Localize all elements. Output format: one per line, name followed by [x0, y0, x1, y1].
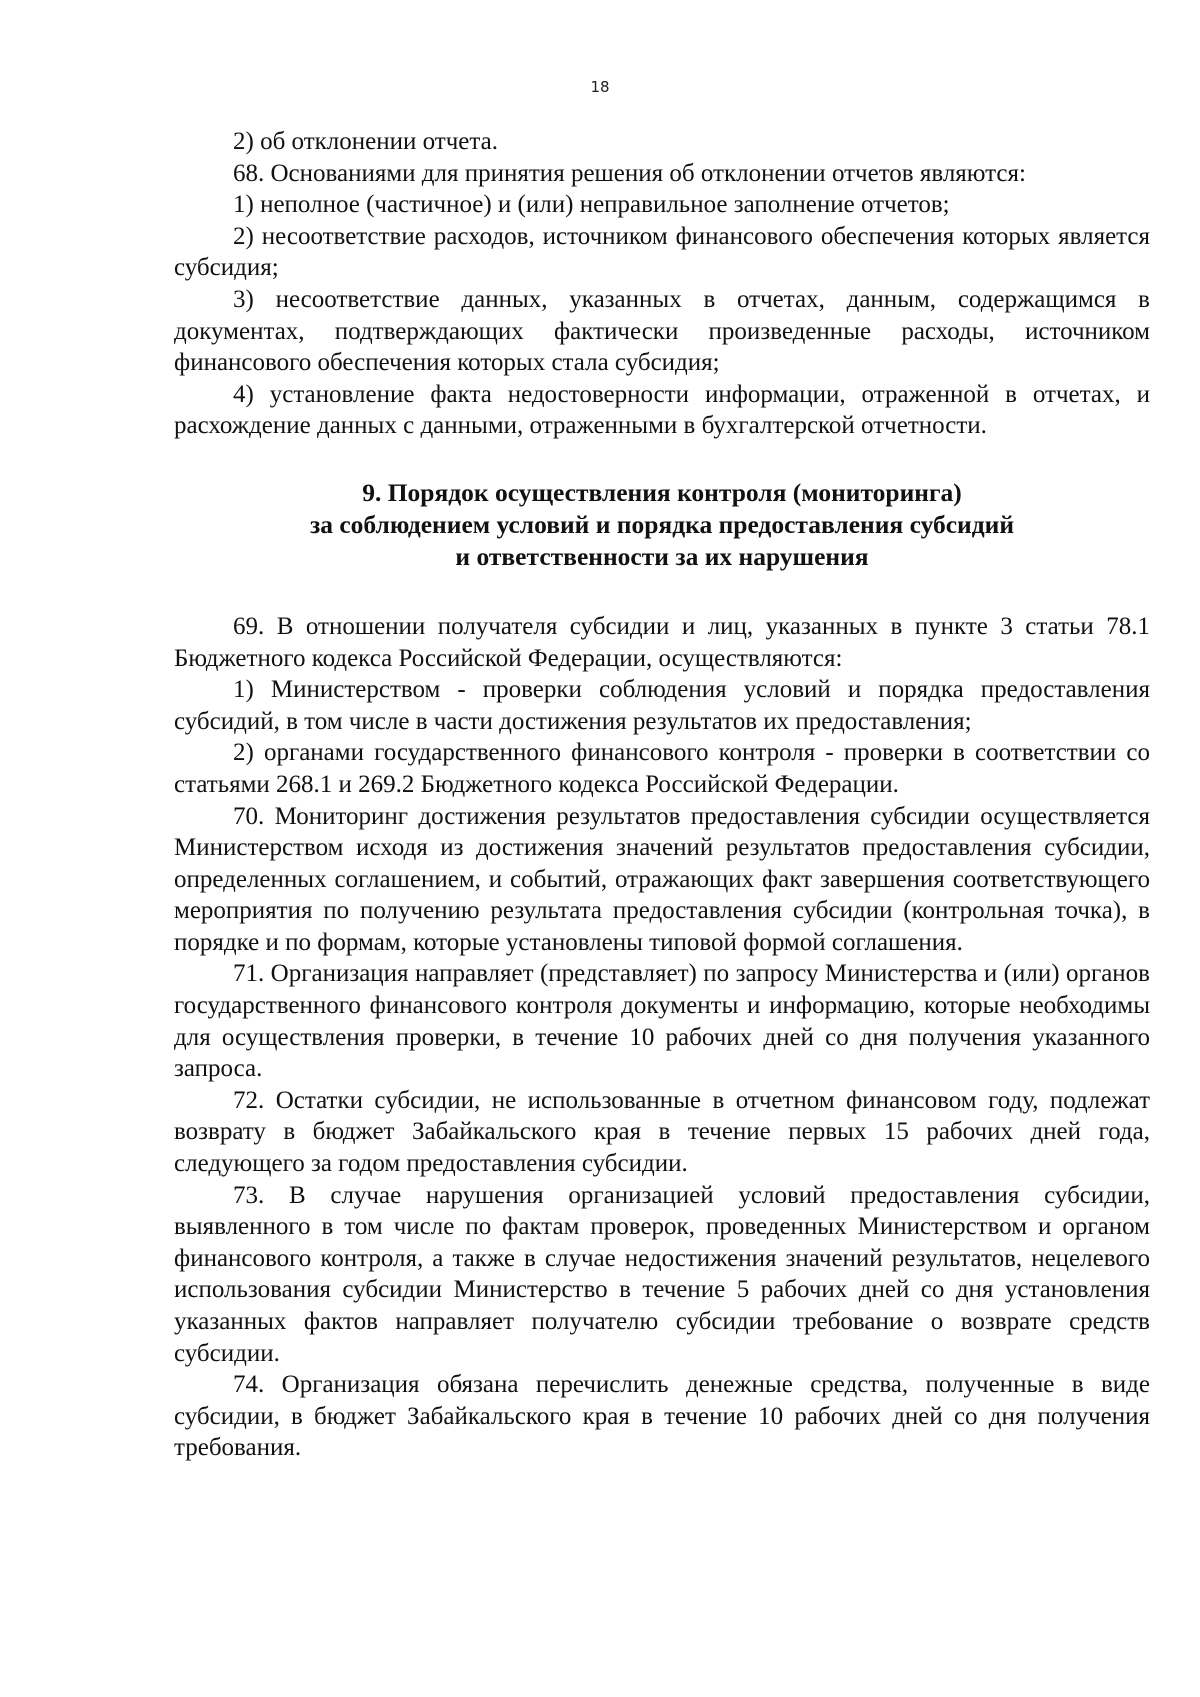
paragraph: 2) несоответствие расходов, источником финансового обеспечения которых является субсидия;	[174, 222, 1150, 282]
paragraph: 70. Мониторинг достижения результатов предоставления субсидии осуществляется Министерством исходя из достижения значений результатов предоставления субсидии, определенных соглашением, и событий, отражающих факт завершения соответствующего мероприятия по получению результата предоставления субсидии (контрольная точка), в порядке и по формам, которые установлены типовой формой соглашения.	[174, 802, 1150, 956]
section-heading	[174, 477, 1150, 573]
paragraph: 1) Министерством - проверки соблюдения условий и порядка предоставления субсидий, в том числе в части достижения результатов их предоставления;	[174, 676, 1150, 735]
paragraph: 73. В случае нарушения организацией условий предоставления субсидии, выявленного в том числе по фактам проверок, проведенных Министерством и органом финансового контроля, а также в случае недостижения значений результатов, нецелевого использования субсидии Министерство в течение 5 рабочих дней со дня установления указанных фактов направляет получателю субсидии требование о возврате средств субсидии.	[174, 1181, 1150, 1367]
paragraph: 1) неполное (частичное) и (или) неправильное заполнение отчетов;	[233, 191, 950, 219]
paragraph: 72. Остатки субсидии, не использованные в отчетном финансовом году, подлежат возврату в бюджет Забайкальского края в течение первых 15 рабочих дней года, следующего за годом предоставления субсидии.	[174, 1086, 1150, 1178]
paragraph: 68. Основаниями для принятия решения об отклонении отчетов являются:	[233, 159, 1026, 187]
document-body	[174, 126, 1150, 1464]
paragraph: 3) несоответствие данных, указанных в отчетах, данным, содержащимся в документах, подтверждающих фактически произведенные расходы, источником финансового обеспечения которых стала субсидия;	[174, 285, 1150, 377]
section-heading-line: 9. Порядок осуществления контроля (мониторинга)	[362, 477, 962, 507]
section-heading-line: и ответственности за их нарушения	[455, 541, 869, 571]
paragraph: 2) об отклонении отчета.	[233, 128, 498, 155]
paragraph: 69. В отношении получателя субсидии и лиц, указанных в пункте 3 статьи 78.1 Бюджетного кодекса Российской Федерации, осуществляются:	[174, 612, 1150, 672]
paragraph: 4) установление факта недостоверности информации, отраженной в отчетах, и расхождение данных с данными, отраженными в бухгалтерской отчетности.	[174, 380, 1150, 440]
section-heading-line: за соблюдением условий и порядка предоставления субсидий	[309, 509, 1015, 539]
paragraph: 2) органами государственного финансового контроля - проверки в соответствии со статьями 268.1 и 269.2 Бюджетного кодекса Российской Федерации.	[174, 739, 1150, 798]
page-number: 18	[590, 78, 610, 96]
paragraph: 74. Организация обязана перечислить денежные средства, полученные в виде субсидии, в бюджет Забайкальского края в течение 10 рабочих дней со дня получения требования.	[174, 1371, 1150, 1462]
paragraph: 71. Организация направляет (представляет) по запросу Министерства и (или) органов государственного финансового контроля документы и информацию, которые необходимы для осуществления проверки, в течение 10 рабочих дней со дня получения указанного запроса.	[174, 960, 1150, 1083]
